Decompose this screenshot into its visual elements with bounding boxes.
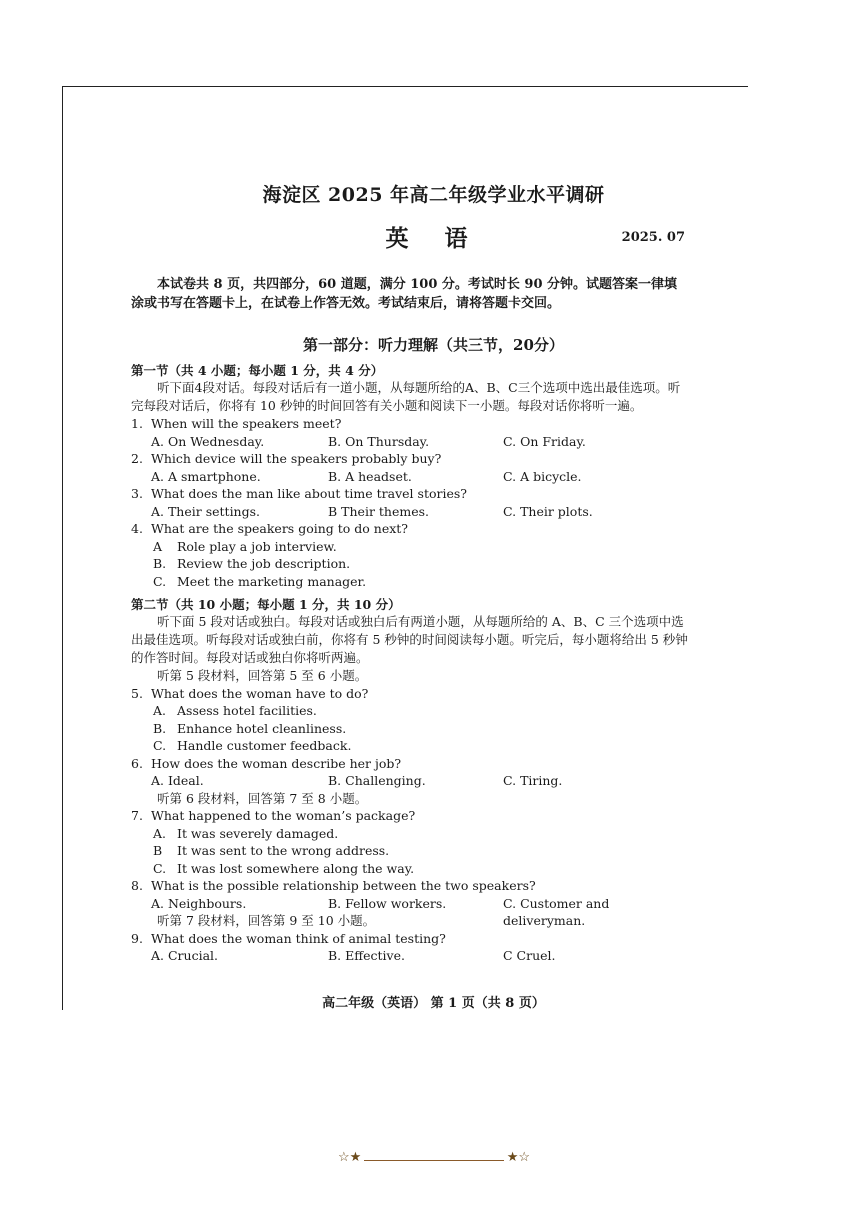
ornament-rule [364,1160,504,1161]
option-a: A. Their settings. [151,503,261,519]
option-b: B. Fellow workers. [328,895,447,911]
question-4: 4. What are the speakers going to do next? [131,521,408,536]
material-5-note: 听第 5 段材料，回答第 5 至 6 小题。 [157,668,368,683]
option-c: C. Handle customer feedback. [153,738,352,753]
exam-subject: 英 语 [385,225,482,252]
decorative-ornament [338,1150,530,1170]
question-8: 8. What is the possible relationship between the two speakers? [131,878,536,893]
option-a: A. Assess hotel facilities. [153,703,317,718]
exam-date: 2025. 07 [621,230,685,245]
question-3: 3. What does the man like about time travel stories? [131,486,467,501]
option-a: A. A smartphone. [151,468,261,484]
exam-instructions: 本试卷共 8 页，共四部分，60 道题，满分 100 分。考试时长 90 分钟。试题答案一律填涂或书写在答题卡上，在试卷上作答无效。考试结束后，请将答题卡交回。 [131,277,678,311]
material-6-note: 听第 6 段材料，回答第 7 至 8 小题。 [157,790,368,806]
option-a: A Role play a job interview. [153,538,337,554]
option-a: A. Neighbours. [151,895,247,911]
exam-title: 海淀区 2025 年高二年级学业水平调研 [262,184,605,206]
star-icon: ★☆ [506,1150,530,1165]
option-b: B It was sent to the wrong address. [153,843,390,858]
section1-heading: 第一节（共 4 小题；每小题 1 分，共 4 分） [131,363,384,378]
option-c: C Cruel. [503,948,556,963]
page-footer: 高二年级（英语） 第 1 页（共 8 页） [322,996,545,1011]
option-c: C. On Friday. [503,433,586,449]
option-c: C. It was lost somewhere along the way. [153,860,415,876]
question-6-options [131,772,691,790]
option-c: C. A bicycle. [503,468,582,484]
option-a: A. Crucial. [151,948,218,963]
option-b: B. Effective. [328,948,405,963]
material-7-note: 听第 7 段材料，回答第 9 至 10 小题。 [157,913,376,928]
question-1-options [131,433,691,451]
question-6: 6. How does the woman describe her job? [131,755,402,771]
option-c: C. Their plots. [503,503,593,519]
section2-heading: 第二节（共 10 小题；每小题 1 分，共 10 分） [131,597,401,612]
question-2: 2. Which device will the speakers probably buy? [131,451,442,466]
option-b: B. Review the job description. [153,556,351,571]
question-2-options [131,468,691,486]
option-c: C. Meet the marketing manager. [153,573,367,589]
option-c: C. Tiring. [503,773,563,788]
option-b: B. Challenging. [328,773,426,788]
question-5: 5. What does the woman have to do? [131,685,369,701]
option-b: B. On Thursday. [328,433,430,449]
section2-instructions: 听下面 5 段对话或独白。每段对话或独白后有两道小题，从每题所给的 A、B、C 三个选项中选出最佳选项。听每段对话或独白前，你将有 5 秒钟的时间阅读每小题。听完后，每小题将给出 5 秒钟的作答时间。每段对话或独白你将听两遍。 [131,614,688,665]
page-border-top [62,86,748,87]
option-b: B Their themes. [328,503,430,519]
option-a: A. Ideal. [151,773,204,788]
section1-instructions: 听下面4段对话。每段对话后有一道小题，从每题所给的A、B、C三个选项中选出最佳选项。听完每段对话后，你将有 10 秒钟的时间回答有关小题和阅读下一小题。每段对话你将听一遍。 [131,380,681,413]
option-a: A. It was severely damaged. [153,825,339,841]
question-content [131,362,691,965]
question-9: 9. What does the woman think of animal testing? [131,930,446,946]
option-b: B. Enhance hotel cleanliness. [153,720,347,736]
question-9-options [131,947,691,965]
question-7: 7. What happened to the woman’s package? [131,808,416,823]
question-3-options [131,503,691,521]
option-c: C. Customer and deliveryman. [503,895,610,928]
part1-title: 第一部分：听力理解（共三节，20分） [303,336,564,354]
option-a: A. On Wednesday. [151,433,265,449]
star-icon: ☆★ [338,1150,362,1165]
question-1: 1. When will the speakers meet? [131,416,342,431]
option-b: B. A headset. [328,468,412,484]
